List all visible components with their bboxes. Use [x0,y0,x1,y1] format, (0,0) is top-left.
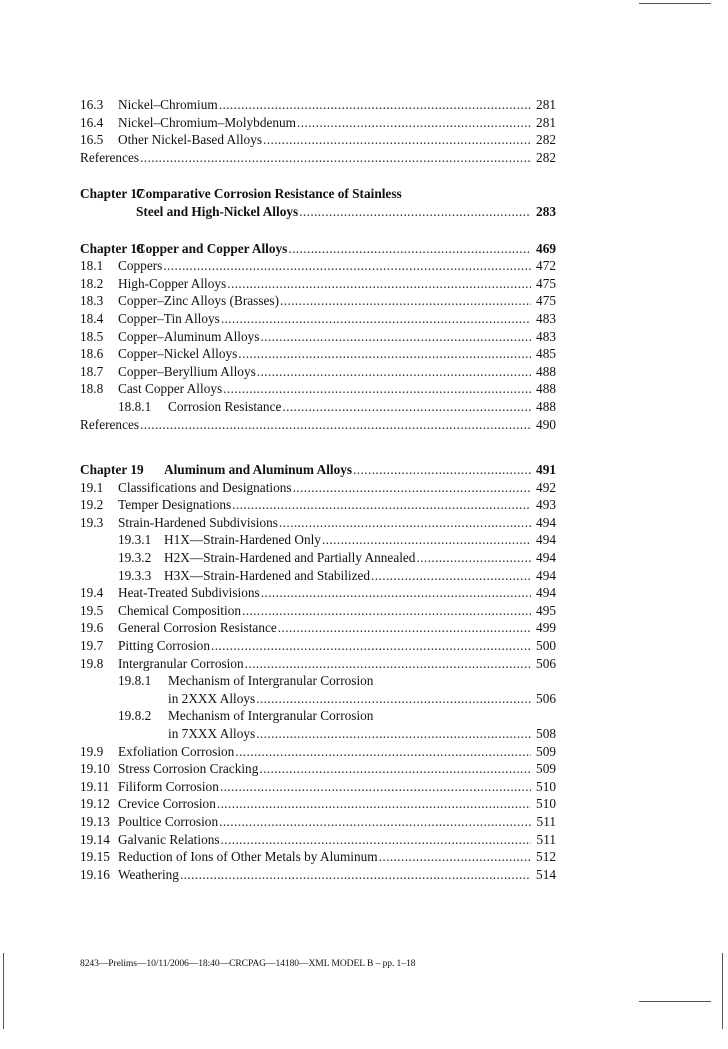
entry-page: 495 [536,602,556,618]
entry-number: 18.2 [80,275,104,291]
crop-mark [722,953,723,1029]
entry-title: References [80,149,140,165]
crop-mark [3,953,4,1029]
entry-number: 19.7 [80,638,104,654]
entry-title-line1: Mechanism of Intergranular Corrosion [168,673,374,689]
toc-entry[interactable] [80,813,556,831]
dot-leader [280,292,531,310]
dot-leader [278,619,531,637]
entry-page: 494 [536,585,556,601]
toc-entry[interactable] [80,848,556,866]
toc-group-18 [80,257,556,398]
toc-entry[interactable] [80,310,556,328]
chapter-title: Aluminum and Aluminum Alloys [164,462,353,478]
chapter-label: Chapter 19 [80,462,144,478]
entry-title: Copper–Nickel Alloys [118,346,238,362]
entry-title: H3X—Strain-Hardened and Stabilized [164,567,371,583]
toc-entry[interactable] [80,760,556,778]
entry-title: Copper–Zinc Alloys (Brasses) [118,293,280,309]
dot-leader [371,567,531,585]
toc-entry[interactable] [80,275,556,293]
entry-title: High-Copper Alloys [118,275,227,291]
entry-page: 281 [536,97,556,112]
dot-leader [379,848,531,866]
dot-leader [140,416,531,434]
entry-number: 19.3.3 [118,567,152,583]
dot-leader [322,531,531,549]
print-slug-footer: 8243—Prelims—10/11/2006—18:40—CRCPAG—14180—XML MODEL B – pp. 1–18 [80,958,416,969]
entry-page: 512 [536,849,556,865]
entry-page: 494 [536,567,556,583]
entry-number: 19.6 [80,620,104,636]
chapter-19-heading[interactable] [80,461,556,479]
entry-title-line2: in 7XXX Alloys [168,726,256,741]
entry-page: 514 [536,866,556,882]
toc-entry[interactable] [80,619,556,637]
dot-leader [217,795,531,813]
dot-leader [256,725,531,743]
entry-title: Temper Designations [118,497,232,513]
dot-leader [211,637,531,655]
entry-title: H2X—Strain-Hardened and Partially Annealed [164,550,416,566]
entry-page: 483 [536,328,556,344]
toc-entry[interactable] [80,514,556,532]
entry-page: 510 [536,796,556,812]
entry-number: 19.8 [80,655,104,671]
toc-entry[interactable] [80,655,556,673]
entry-page: 511 [536,831,556,847]
dot-leader [288,240,531,258]
toc-entry[interactable] [80,637,556,655]
toc-subentry[interactable] [80,707,556,725]
entry-title: General Corrosion Resistance [118,620,277,636]
dot-leader [221,310,531,328]
entry-page: 488 [536,363,556,379]
toc-entry[interactable] [80,328,556,346]
entry-title: Pitting Corrosion [118,638,210,654]
dot-leader [416,549,531,567]
entry-number: 19.8.2 [118,708,152,724]
entry-page: 281 [536,114,556,130]
entry-page: 472 [536,258,556,274]
entry-number: 19.9 [80,743,104,759]
entry-page: 488 [536,381,556,397]
entry-page: 494 [536,550,556,566]
entry-title: Stress Corrosion Cracking [118,761,259,777]
entry-title: Cast Copper Alloys [118,381,223,397]
dot-leader [219,813,531,831]
dot-leader [353,461,531,479]
entry-page: 492 [536,479,556,495]
entry-number: 18.8.1 [118,398,152,414]
crop-mark [639,1001,711,1002]
entry-page: 282 [536,132,556,148]
toc-group-16 [80,96,556,149]
dot-leader [245,655,531,673]
entry-title: Nickel–Chromium [118,97,218,112]
toc-entry[interactable] [80,257,556,275]
dot-leader [238,345,531,363]
entry-number: 18.8 [80,381,104,397]
entry-number: 19.15 [80,849,110,865]
entry-title: Chemical Composition [118,602,241,618]
entry-page: 506 [536,655,556,671]
toc-subgroup-193 [80,531,556,584]
toc-entry[interactable] [80,743,556,761]
dot-leader [299,203,531,221]
entry-page: 508 [536,726,556,741]
entry-number: 19.2 [80,497,104,513]
dot-leader [263,131,531,149]
toc-entry[interactable] [80,831,556,849]
dot-leader [242,602,531,620]
chapter-label: Chapter 17 [80,186,144,202]
toc-group-19a [80,479,556,532]
dot-leader [163,257,531,275]
dot-leader [260,328,531,346]
toc-entry[interactable] [80,131,556,149]
entry-title: H1X—Strain-Hardened Only [164,532,321,548]
entry-page: 485 [536,346,556,362]
entry-number: 19.3.2 [118,550,152,566]
dot-leader [235,743,531,761]
entry-number: 18.6 [80,346,104,362]
entry-number: 19.5 [80,602,104,618]
entry-page: 506 [536,690,556,706]
crop-mark [639,3,711,4]
dot-leader [219,96,531,114]
toc-entry[interactable] [80,778,556,796]
toc-entry[interactable] [80,380,556,398]
entry-title: Nickel–Chromium–Molybdenum [118,114,297,130]
entry-page: 475 [536,275,556,291]
chapter-18-heading[interactable] [80,240,556,258]
dot-leader [297,114,531,132]
chapter-label: Chapter 18 [80,240,144,256]
dot-leader [282,398,531,416]
toc-entry[interactable] [80,496,556,514]
entry-title: Heat-Treated Subdivisions [118,585,260,601]
entry-title: Coppers [118,258,163,274]
dot-leader [227,275,531,293]
entry-title: Filiform Corrosion [118,778,219,794]
toc-entry[interactable] [80,584,556,602]
table-of-contents [80,96,556,883]
entry-title: Crevice Corrosion [118,796,216,812]
entry-number: 19.3.1 [118,532,152,548]
entry-page: 475 [536,293,556,309]
entry-number: 19.14 [80,831,110,847]
toc-subentry[interactable] [80,567,556,585]
toc-entry[interactable] [80,363,556,381]
entry-title: Corrosion Resistance [168,398,282,414]
entry-page: 500 [536,638,556,654]
toc-group-19c [80,743,556,884]
toc-subentry[interactable] [80,672,556,690]
entry-title: Copper–Aluminum Alloys [118,328,260,344]
toc-entry-references[interactable] [80,416,556,434]
entry-number: 18.5 [80,328,104,344]
entry-title: Classifications and Designations [118,479,292,495]
entry-page: 511 [536,813,556,829]
toc-subentry-cont[interactable] [80,725,556,743]
chapter-17-heading-cont[interactable] [80,203,556,221]
toc-subentry[interactable] [80,549,556,567]
entry-number: 19.13 [80,813,110,829]
toc-entry[interactable] [80,96,556,114]
chapter-page: 283 [536,203,556,219]
entry-page: 493 [536,497,556,513]
toc-entry[interactable] [80,866,556,884]
chapter-title: Copper and Copper Alloys [136,240,288,256]
entry-number: 19.8.1 [118,673,152,689]
chapter-17-heading[interactable] [80,185,556,203]
entry-page: 483 [536,310,556,326]
dot-leader [256,690,531,708]
entry-number: 16.3 [80,97,104,112]
toc-subentry-cont[interactable] [80,690,556,708]
toc-entry-references[interactable] [80,149,556,167]
toc-subentry[interactable] [80,531,556,549]
entry-title: Poultice Corrosion [118,813,219,829]
chapter-title-line1: Comparative Corrosion Resistance of Stainless [136,186,402,202]
dot-leader [232,496,531,514]
entry-title-line1: Mechanism of Intergranular Corrosion [168,708,374,724]
entry-title: Intergranular Corrosion [118,655,244,671]
dot-leader [279,514,531,532]
dot-leader [140,149,531,167]
entry-page: 510 [536,778,556,794]
dot-leader [257,363,531,381]
dot-leader [220,778,531,796]
chapter-page: 469 [536,240,556,256]
entry-title: Galvanic Relations [118,831,220,847]
entry-page: 488 [536,398,556,414]
entry-number: 19.11 [80,778,110,794]
toc-entry[interactable] [80,602,556,620]
entry-title: Reduction of Ions of Other Metals by Aluminum [118,849,378,865]
toc-entry[interactable] [80,345,556,363]
entry-number: 18.1 [80,258,104,274]
entry-number: 19.12 [80,796,110,812]
entry-number: 19.16 [80,866,110,882]
entry-number: 19.1 [80,479,104,495]
dot-leader [180,866,531,884]
entry-title: Weathering [118,866,179,882]
entry-number: 19.10 [80,761,110,777]
entry-page: 499 [536,620,556,636]
entry-title: Strain-Hardened Subdivisions [118,514,278,530]
entry-number: 16.5 [80,132,104,148]
entry-number: 18.7 [80,363,104,379]
entry-number: 16.4 [80,114,104,130]
entry-title: References [80,416,140,432]
toc-entry[interactable] [80,114,556,132]
entry-title-line2: in 2XXX Alloys [168,690,256,706]
toc-entry[interactable] [80,795,556,813]
chapter-page: 491 [536,462,556,478]
dot-leader [261,584,531,602]
entry-number: 18.4 [80,310,104,326]
entry-page: 509 [536,743,556,759]
entry-page: 282 [536,149,556,165]
entry-title: Copper–Beryllium Alloys [118,363,256,379]
dot-leader [293,479,531,497]
entry-page: 494 [536,514,556,530]
entry-page: 490 [536,416,556,432]
dot-leader [221,831,531,849]
entry-page: 509 [536,761,556,777]
dot-leader [223,380,531,398]
entry-number: 19.3 [80,514,104,530]
entry-page: 494 [536,532,556,548]
entry-title: Other Nickel-Based Alloys [118,132,263,148]
chapter-title-line2: Steel and High-Nickel Alloys [136,203,299,219]
dot-leader [259,760,531,778]
toc-entry[interactable] [80,479,556,497]
toc-subentry[interactable] [80,398,556,416]
toc-entry[interactable] [80,292,556,310]
entry-number: 19.4 [80,585,104,601]
entry-number: 18.3 [80,293,104,309]
entry-title: Exfoliation Corrosion [118,743,235,759]
toc-group-19b [80,584,556,672]
entry-title: Copper–Tin Alloys [118,310,220,326]
